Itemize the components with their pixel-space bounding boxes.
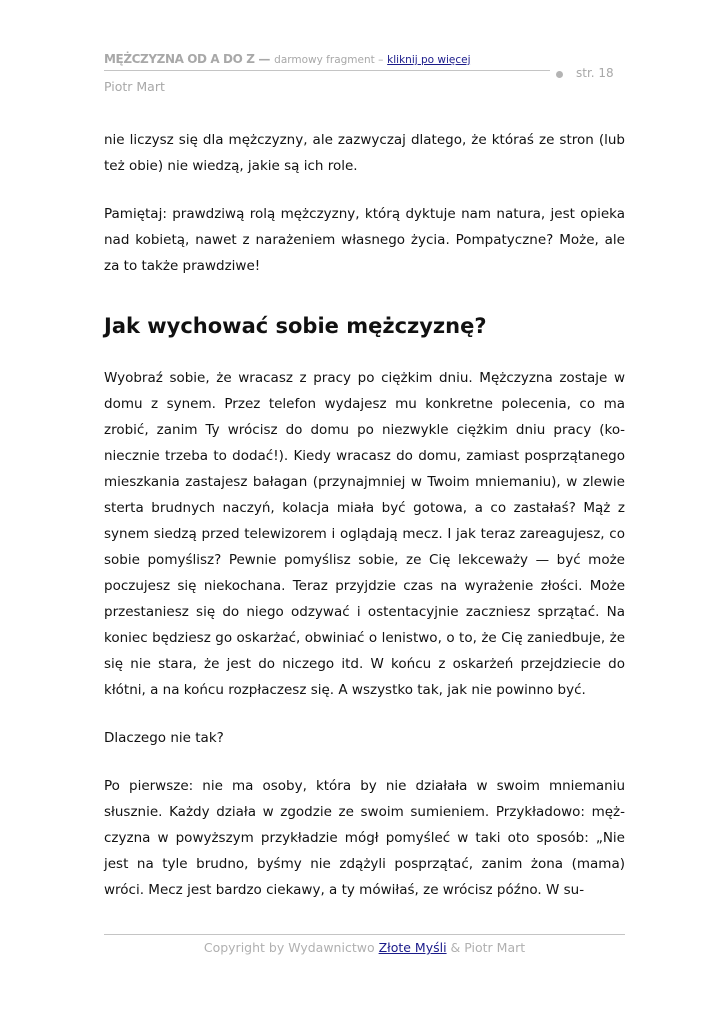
- paragraph: Pamiętaj: prawdziwą rolą mężczyzny, którą dyktuje nam natura, jest opieka nad kobietą, nawet z narażeniem własnego życia. Pompatyczne? Może, ale za to także prawdziwe!: [104, 206, 625, 274]
- book-title: MĘŻCZYZNA OD A DO Z: [104, 52, 255, 66]
- header-separator: —: [258, 52, 271, 66]
- publisher-link[interactable]: Złote Myśli: [378, 940, 447, 955]
- more-link[interactable]: kliknij po więcej: [387, 54, 471, 66]
- paragraph: Dlaczego nie tak?: [104, 730, 224, 746]
- page-content: [104, 127, 625, 903]
- header-author: Piotr Mart: [104, 79, 165, 94]
- footer-divider: [104, 934, 625, 935]
- paragraph: Po pierwsze: nie ma osoby, która by nie działała w swoim mniemaniu słusznie. Każdy działa w zgodzie ze swoim sumieniem. Przykładowo: mężczyzna w powyższym przykładzie mógł pomyśleć w taki oto sposób: „Nie jest na tyle brudno, byśmy nie zdążyli posprzątać, zanim żona (mama) wróci. Mecz jest bardzo ciekawy, a ty mówiłaś, ze wrócisz późno. W su-: [104, 778, 625, 898]
- copyright-suffix: & Piotr Mart: [450, 940, 526, 955]
- fragment-label: darmowy fragment –: [274, 54, 384, 66]
- paragraph: Wyobraź sobie, że wracasz z pracy po ciężkim dniu. Mężczyzna zostaje w domu z synem. Przez telefon wydajesz mu konkretne polecenia, co ma zrobić, zanim Ty wrócisz do domu po niezwykle ciężkim dniu pracy (koniecznie trzeba to dodać!). Kiedy wracasz do domu, zamiast posprzątanego mieszkania zastajesz bałagan (przynajmniej w Twoim mniemaniu), w zlewie sterta brudnych naczyń, kolacja miała być gotowa, a co zastałaś? Mąż z synem siedzą przed telewizorem i oglądają mecz. I jak teraz zareagujesz, co sobie pomyślisz? Pewnie pomyślisz sobie, ze Cię lekceważy — być może poczujesz się niekochana. Teraz przyjdzie czas na wyrażenie złości. Może przestaniesz się do niego odzywać i ostentacyjnie zaczniesz sprzątać. Na koniec będziesz go oskarżać, obwiniać o lenistwo, o to, że Cię zaniedbuje, że się nie stara, że jest do niczego itd. W końcu z oskarżeń przejdziecie do kłótni, a na końcu rozpłaczesz się. A wszystko tak, jak nie powinno być.: [104, 370, 625, 698]
- paragraph: nie liczysz się dla mężczyzny, ale zazwyczaj dlatego, że któraś ze stron (lub też obie) nie wiedzą, jakie są ich role.: [104, 132, 625, 174]
- bullet-icon: [556, 71, 563, 78]
- header-divider: [104, 70, 550, 71]
- section-heading: Jak wychować sobie mężczyznę?: [104, 314, 487, 338]
- page-number: str. 18: [576, 66, 614, 80]
- copyright-footer: [104, 940, 625, 955]
- running-header: [104, 51, 471, 68]
- copyright-prefix: Copyright by Wydawnictwo: [203, 940, 375, 955]
